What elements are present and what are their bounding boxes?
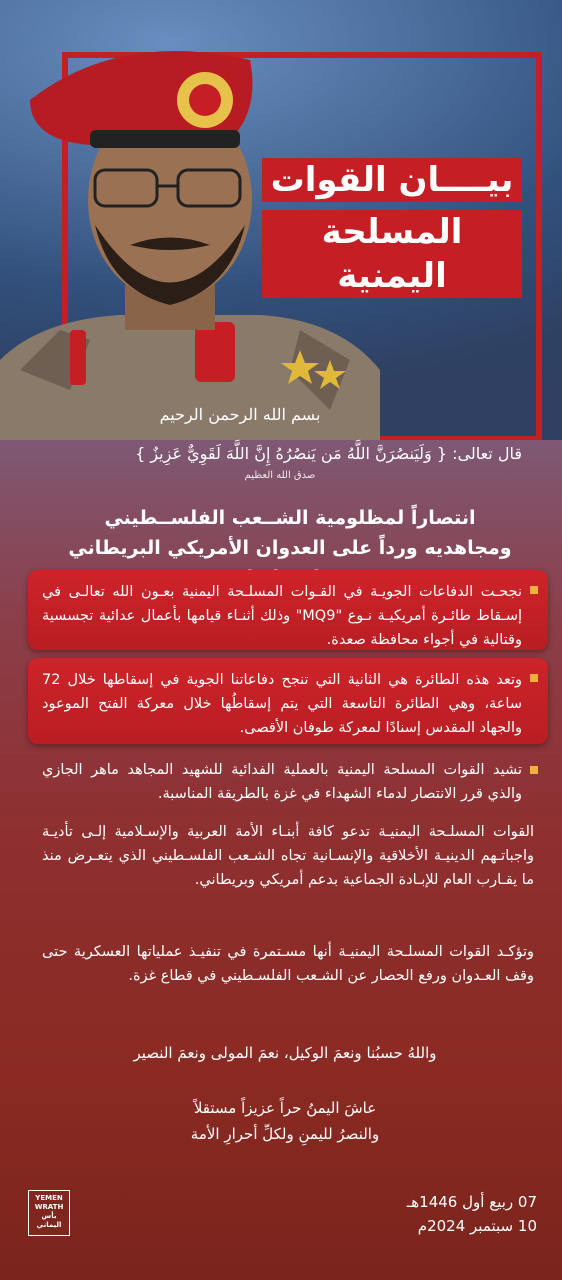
paragraph-1: نجحـت الدفاعات الجويـة في القـوات المسلـحة اليمنية بعـون الله تعالـى في إسـقاط طائـرة أمريكيـة نـوع "MQ9" وذلك أثنـاء قيامها بأعمال عدائية تجسسية وقتالية في أجواء محافظة صعدة. bbox=[42, 584, 522, 648]
date-block bbox=[367, 1190, 537, 1238]
statement-card-1 bbox=[28, 570, 548, 650]
statement-4 bbox=[28, 820, 548, 892]
title-line-1: بيــــان القوات bbox=[262, 158, 522, 202]
hero-photo bbox=[0, 0, 562, 440]
bullet-icon bbox=[530, 586, 538, 594]
closing-slogan bbox=[60, 1095, 510, 1147]
slogan-line-2: والنصرُ لليمنِ ولكلِّ أحرارِ الأمة bbox=[190, 1125, 380, 1143]
statement-card-2 bbox=[28, 658, 548, 744]
paragraph-3: تشيد القوات المسلحة اليمنية بالعملية الفدائية للشهيد المجاهد ماهر الجازي والذي قرر الانتصار لدماء الشهداء في غزة بالطريقة المناسبة. bbox=[42, 762, 522, 802]
yemen-wrath-logo bbox=[28, 1190, 70, 1236]
gregorian-date: 10 سبتمبر 2024م bbox=[417, 1217, 537, 1235]
quran-verse: قال تعالى: { وَلَيَنصُرَنَّ اللَّهُ مَن يَنصُرُهُ إِنَّ اللَّهَ لَقَوِيٌّ عَزِيزٌ } bbox=[135, 444, 522, 463]
statement-5 bbox=[28, 940, 548, 988]
paragraph-2: وتعد هذه الطائرة هي الثانية التي تنجح دفاعاتنا الجوية في إسقاطها خلال 72 ساعة، وهي الطائرة التاسعة التي يتم إسقاطُها خلال معركة الفتح الموعود والجهاد المقدس إسنادًا لمعركة طوفان الأقصى. bbox=[42, 672, 522, 736]
bullet-icon bbox=[530, 674, 538, 682]
closing-prayer: واللهُ حسبُنا ونعمَ الوكيل، نعمَ المولى ونعمَ النصير bbox=[133, 1044, 437, 1062]
logo-line-3: بأس اليماني bbox=[36, 1212, 62, 1229]
paragraph-4: القوات المسلـحة اليمنيـة تدعو كافة أبنـاء الأمة العربية والإسـلامية إلـى تأديـة واجباتـهم الدينيـة الأخلاقية والإنسـانية تجاه الشـعب الفلسـطيني الذي يتعـرض منذ ما يقـارب العام للإبـادة الجماعية بدعم أمريكي وبريطاني. bbox=[42, 824, 534, 888]
title-line-2: المسلحة اليمنية bbox=[262, 210, 522, 298]
basmala: بسم الله الرحمن الرحيم bbox=[159, 405, 321, 424]
logo-line-1: YEMEN bbox=[35, 1194, 63, 1202]
hijri-date: 07 ربيع أول 1446هـ bbox=[406, 1193, 537, 1211]
bullet-icon bbox=[530, 766, 538, 774]
paragraph-5: وتؤكـد القوات المسلـحة اليمنيـة أنها مسـتمرة في تنفيـذ عملياتها العسكرية حتى وقف العـدوان ورفع الحصار عن الشـعب الفلسـطيني في قطاع غزة. bbox=[42, 944, 534, 984]
logo-line-2: WRATH bbox=[34, 1203, 64, 1211]
verse-note: صدق الله العظيم bbox=[244, 470, 316, 481]
statement-3 bbox=[28, 758, 548, 806]
slogan-line-1: عاشَ اليمنُ حراً عزيزاً مستقلاً bbox=[193, 1099, 377, 1117]
headline: انتصاراً لمظلومية الشــعب الفلســطيني ومجاهديه ورداً على العدوان الأمريكي البريطاني bbox=[68, 507, 512, 559]
